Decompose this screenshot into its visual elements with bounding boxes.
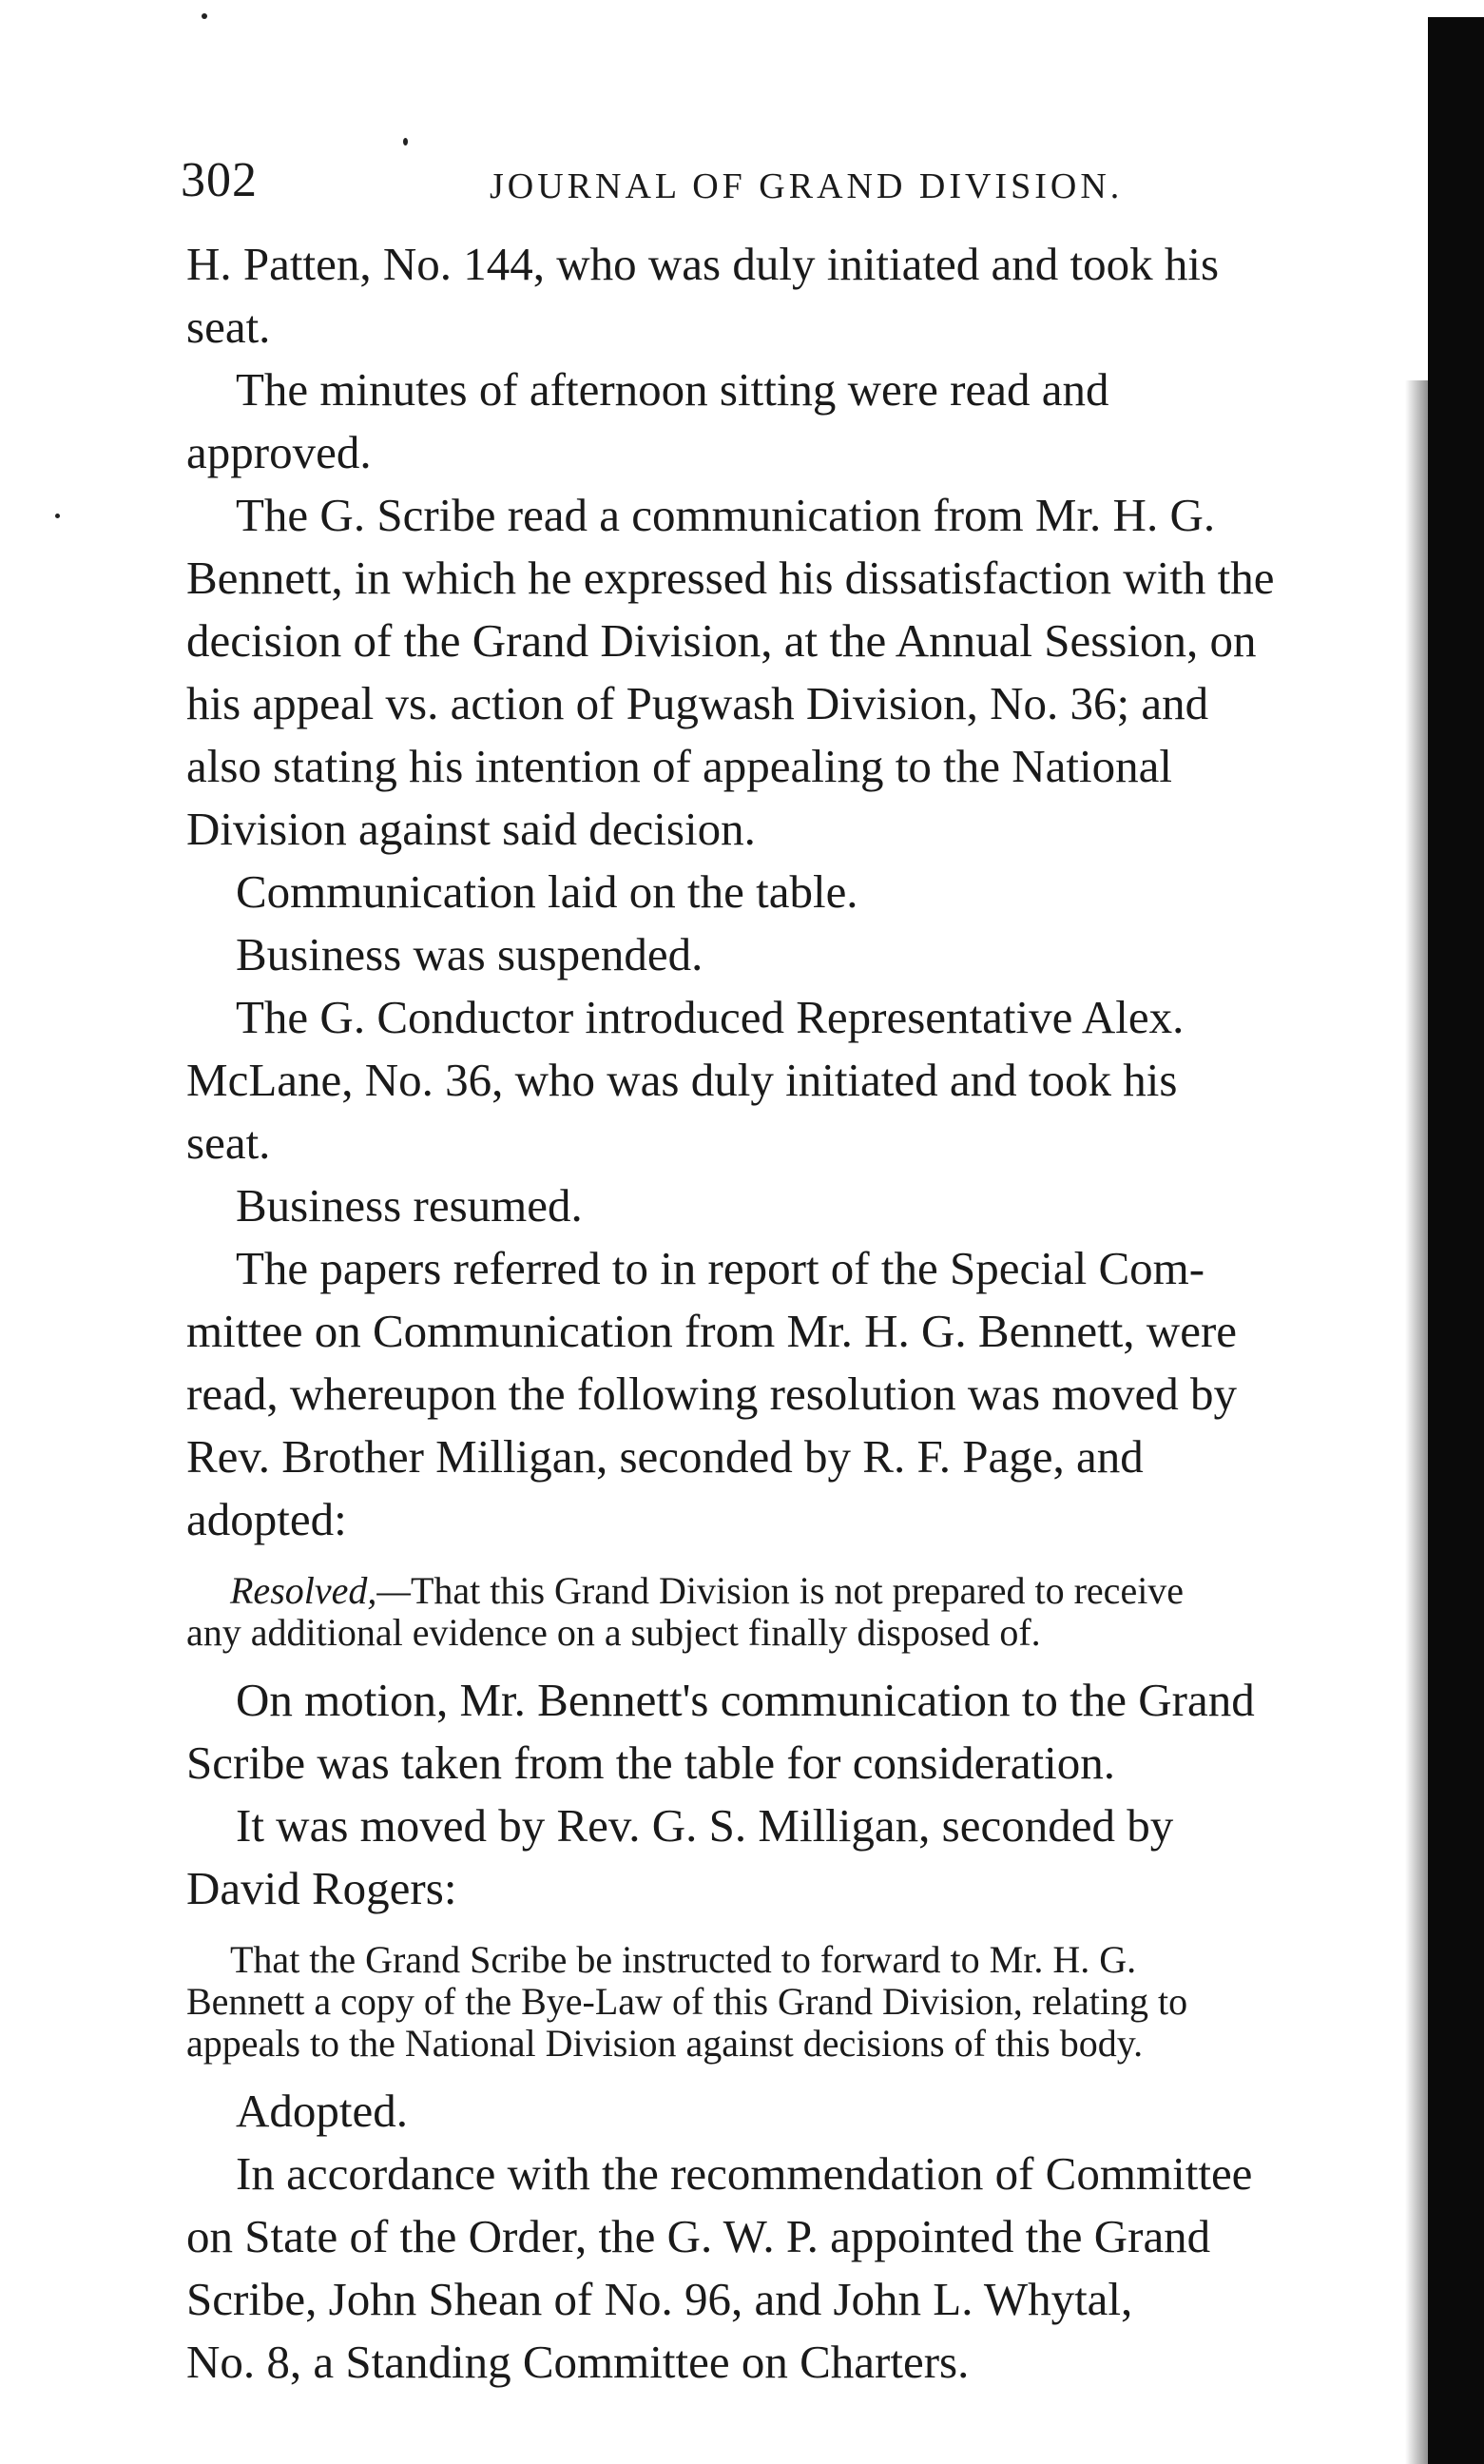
text-line: No. 8, a Standing Committee on Charters. bbox=[186, 2336, 970, 2388]
speck bbox=[403, 138, 408, 146]
text-line: Adopted. bbox=[236, 2085, 408, 2137]
text-line: any additional evidence on a subject finally disposed of. bbox=[186, 1611, 1041, 1654]
resolved-lead: Resolved,— bbox=[230, 1569, 411, 1612]
text-line: McLane, No. 36, who was duly initiated and took his bbox=[186, 1054, 1178, 1106]
text-line: Communication laid on the table. bbox=[236, 865, 858, 918]
text-line: Business was suspended. bbox=[236, 928, 703, 980]
paragraph bbox=[186, 2080, 1422, 2143]
text-line: mittee on Communication from Mr. H. G. Bennett, were bbox=[186, 1305, 1238, 1357]
paragraph bbox=[186, 1669, 1422, 1795]
motion-text bbox=[186, 1939, 1422, 2065]
text-line: seat. bbox=[186, 301, 271, 353]
text-line: It was moved by Rev. G. S. Milligan, seconded by bbox=[236, 1799, 1174, 1852]
text-line: approved. bbox=[186, 426, 372, 478]
text-line: adopted: bbox=[186, 1493, 347, 1545]
text-line: appeals to the National Division against decisions of this body. bbox=[186, 2022, 1144, 2065]
binding-edge bbox=[1428, 17, 1484, 2464]
paragraph bbox=[186, 923, 1422, 986]
paragraph bbox=[186, 359, 1422, 484]
paragraph bbox=[186, 1795, 1422, 1920]
text-line: Rev. Brother Milligan, seconded by R. F. Page, and bbox=[186, 1430, 1144, 1483]
paragraph bbox=[186, 2143, 1422, 2394]
paragraph bbox=[186, 233, 1422, 359]
text-line: also stating his intention of appealing to the National bbox=[186, 740, 1172, 792]
paragraph bbox=[186, 1174, 1422, 1237]
paragraph bbox=[186, 986, 1422, 1174]
text-line: read, whereupon the following resolution was moved by bbox=[186, 1368, 1237, 1420]
text-line: The G. Conductor introduced Representative Alex. bbox=[236, 991, 1185, 1043]
text-line: Scribe was taken from the table for consideration. bbox=[186, 1736, 1115, 1789]
speck bbox=[202, 13, 207, 19]
text-line: The minutes of afternoon sitting were read and bbox=[236, 363, 1109, 416]
text-line: his appeal vs. action of Pugwash Division, No. 36; and bbox=[186, 677, 1209, 729]
body-text bbox=[186, 233, 1422, 2394]
text-line: Bennett, in which he expressed his dissatisfaction with the bbox=[186, 552, 1275, 604]
text-line: Scribe, John Shean of No. 96, and John L. Whytal, bbox=[186, 2273, 1133, 2325]
text-line: Business resumed. bbox=[236, 1179, 583, 1232]
text-line: That the Grand Scribe be instructed to forward to Mr. H. G. bbox=[230, 1938, 1137, 1981]
text-line: on State of the Order, the G. W. P. appointed the Grand bbox=[186, 2210, 1211, 2262]
text-line: That this Grand Division is not prepared to receive bbox=[410, 1569, 1185, 1612]
text-line: Bennett a copy of the Bye-Law of this Grand Division, relating to bbox=[186, 1980, 1188, 2023]
paragraph bbox=[186, 1237, 1422, 1551]
text-line: H. Patten, No. 144, who was duly initiated and took his bbox=[186, 238, 1220, 290]
text-line: Division against said decision. bbox=[186, 803, 756, 855]
text-line: On motion, Mr. Bennett's communication to the Grand bbox=[236, 1674, 1255, 1726]
text-line: decision of the Grand Division, at the Annual Session, on bbox=[186, 614, 1257, 667]
speck bbox=[55, 514, 60, 518]
text-line: The G. Scribe read a communication from Mr. H. G. bbox=[236, 489, 1216, 541]
text-line: The papers referred to in report of the Special Com- bbox=[236, 1242, 1205, 1294]
paragraph bbox=[186, 861, 1422, 923]
resolution bbox=[186, 1570, 1422, 1654]
paragraph bbox=[186, 484, 1422, 861]
text-line: David Rogers: bbox=[186, 1862, 457, 1914]
text-line: seat. bbox=[186, 1116, 271, 1169]
text-line: In accordance with the recommendation of Committee bbox=[236, 2147, 1253, 2200]
page-number: 302 bbox=[181, 153, 258, 207]
page-header bbox=[181, 152, 1188, 219]
running-head: JOURNAL OF GRAND DIVISION. bbox=[490, 166, 1124, 206]
